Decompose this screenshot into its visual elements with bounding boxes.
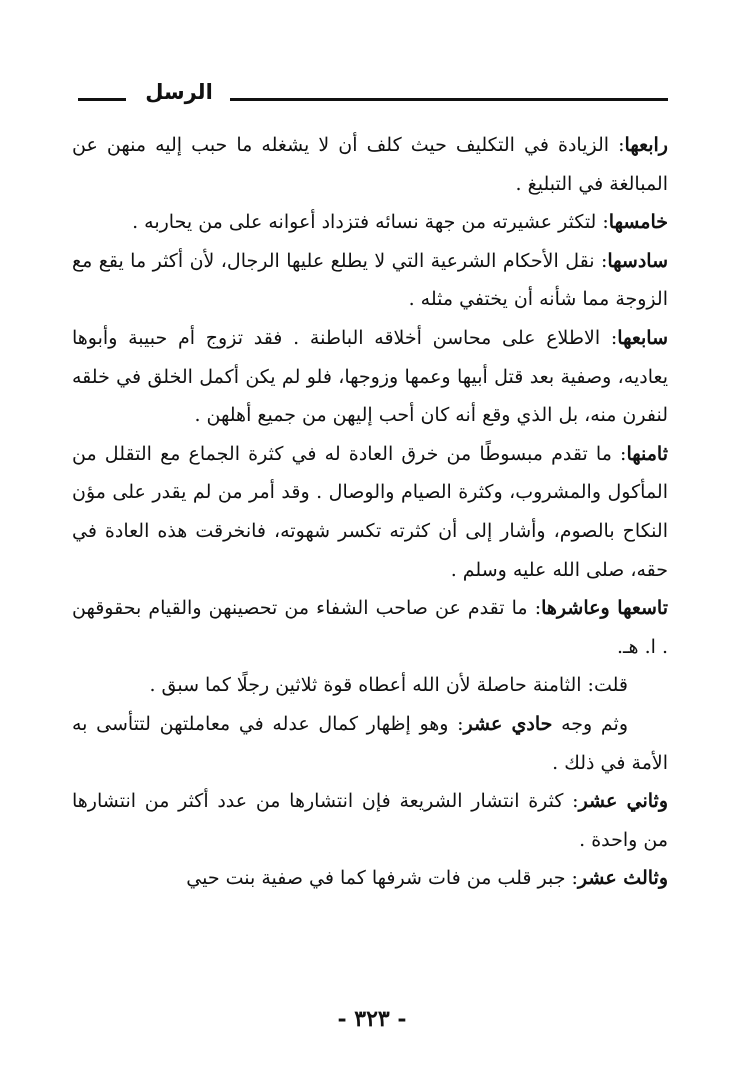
paragraph-label: تاسعها وعاشرها: [541, 597, 669, 620]
paragraph-note: [72, 666, 668, 705]
body-text: [72, 126, 668, 898]
header-rule-long: [230, 98, 668, 101]
paragraph-label: سابعها: [617, 326, 668, 349]
paragraph-text: قلت: الثامنة حاصلة لأن الله أعطاه قوة ثلاثين رجلًا كما سبق .: [149, 674, 628, 697]
paragraph-text: : جبر قلب من فات شرفها كما في صفية بنت حيي: [186, 867, 578, 890]
paragraph-text: : كثرة انتشار الشريعة فإن انتشارها من عدد أكثر من انتشارها من واحدة .: [72, 790, 668, 851]
paragraph-8: [72, 435, 668, 589]
running-header: [78, 78, 668, 118]
paragraph-5: [72, 203, 668, 242]
paragraph-7: [72, 319, 668, 435]
paragraph-text: : ما تقدم مبسوطًا من خرق العادة له في كثرة الجماع مع التقلل من المأكول والمشروب، وكثرة الصيام والوصال . وقد أمر من لم يقدر على مؤن النكاح بالصوم، وأشار إلى أن كثرته تكسر شهوته، فانخرقت هذه العادة في حقه، صلى الله عليه وسلم .: [72, 442, 668, 581]
paragraph-9-10: [72, 589, 668, 666]
paragraph-label: وثاني عشر: [578, 790, 668, 813]
paragraph-label: وثالث عشر: [577, 867, 668, 890]
paragraph-4: [72, 126, 668, 203]
paragraph-text: : ما تقدم عن صاحب الشفاء من تحصينهن والقيام بحقوقهن . ا. هـ.: [72, 597, 668, 658]
paragraph-text: : الاطلاع على محاسن أخلاقه الباطنة . فقد تزوج أم حبيبة وأبوها يعاديه، وصفية بعد قتل أبيها وعمها وزوجها، فلو لم يكن أكمل الخلق في خلقه لنفرن منه، بل الذي وقع أنه كان أحب إليهن من جميع أهلهن .: [72, 326, 668, 427]
paragraph-label: ثامنها: [626, 442, 668, 465]
paragraph-label: حادي عشر: [463, 712, 553, 735]
paragraph-label: سادسها: [607, 249, 668, 272]
paragraph-prefix: وثم وجه: [552, 712, 628, 735]
header-title: الرسل: [145, 80, 213, 104]
paragraph-label: رابعها: [624, 134, 668, 156]
paragraph-12: [72, 782, 668, 859]
page-number: - ٣٢٣ -: [337, 1006, 407, 1032]
header-rule-short: [78, 98, 126, 101]
paragraph-13: [72, 859, 668, 898]
paragraph-text: : الزيادة في التكليف حيث كلف أن لا يشغله ما حبب إليه منهن عن المبالغة في التبليغ .: [72, 134, 668, 195]
paragraph-11: [72, 705, 668, 782]
paragraph-text: : نقل الأحكام الشرعية التي لا يطلع عليها الرجال، لأن أكثر ما يقع مع الزوجة مما شأنه أن يختفي مثله .: [72, 249, 668, 311]
paragraph-label: خامسها: [608, 211, 668, 234]
paragraph-6: [72, 242, 668, 319]
paragraph-text: : لتكثر عشيرته من جهة نسائه فتزداد أعوانه على من يحاربه .: [132, 211, 609, 234]
paragraph-text: : وهو إظهار كمال عدله في معاملتهن لتتأسى به الأمة في ذلك .: [72, 712, 668, 774]
